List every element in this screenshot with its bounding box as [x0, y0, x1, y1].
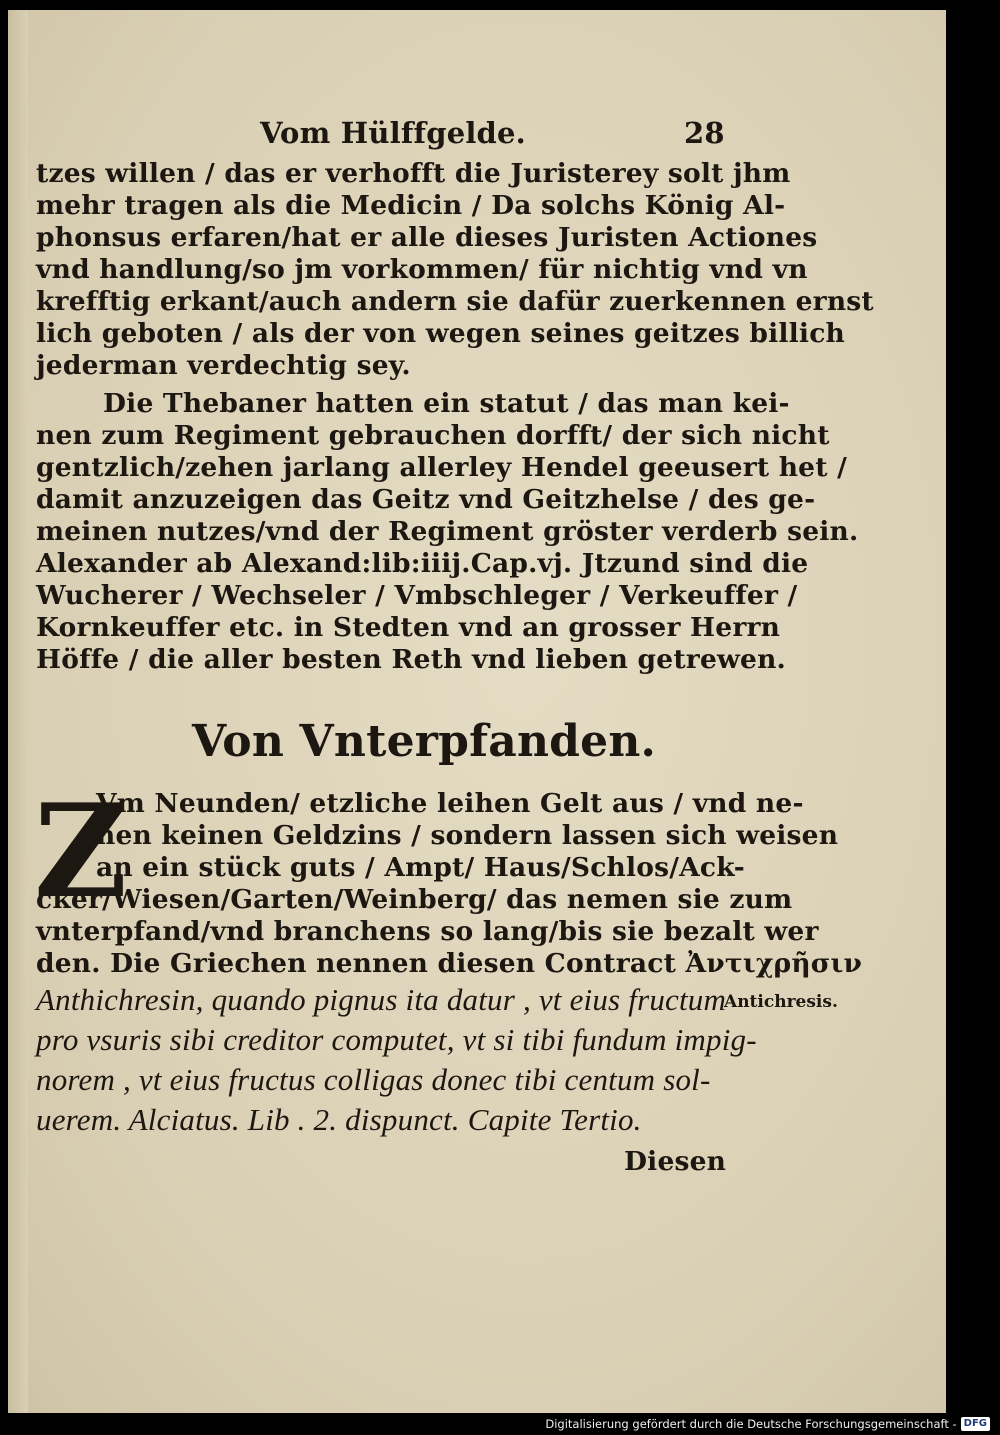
footer-credit — [545, 1417, 990, 1431]
text-line: tzes willen / das er verhofft die Juristerey solt jhm — [36, 158, 791, 189]
text-line: mehr tragen als die Medicin / Da solchs König Al- — [36, 190, 786, 221]
latin-line: pro vsuris sibi creditor computet, vt si tibi fundum impig- — [36, 1022, 757, 1057]
section-title: Von Vnterpfanden. — [192, 716, 657, 767]
text-line: Die Thebaner hatten ein statut / das man kei- — [103, 388, 790, 419]
text-line: nen keinen Geldzins / sondern lassen sich weisen — [96, 820, 839, 851]
text-line: jederman verdechtig sey. — [36, 350, 411, 381]
dfg-logo-icon: DFG — [961, 1417, 990, 1431]
text-line: vnd handlung/so jm vorkommen/ für nichtig vnd vn — [36, 254, 808, 285]
page-number: 28 — [684, 116, 725, 150]
text-line: krefftig erkant/auch andern sie dafür zuerkennen ernst — [36, 286, 874, 317]
text-line: Höffe / die aller besten Reth vnd lieben getrewen. — [36, 644, 786, 675]
latin-line: norem , vt eius fructus colligas donec tibi centum sol- — [36, 1062, 711, 1097]
text-line: an ein stück guts / Ampt/ Haus/Schlos/Ack- — [96, 852, 745, 883]
latin-line: uerem. Alciatus. Lib . 2. dispunct. Capite Tertio. — [36, 1102, 642, 1137]
footer-text: Digitalisierung gefördert durch die Deutsche Forschungsgemeinschaft - — [545, 1417, 957, 1431]
catchword: Diesen — [624, 1146, 727, 1177]
page-gutter — [8, 10, 28, 1413]
text-line: nen zum Regiment gebrauchen dorfft/ der sich nicht — [36, 420, 830, 451]
running-head-title: Vom Hülffgelde. — [260, 116, 526, 150]
text-line: gentzlich/zehen jarlang allerley Hendel geeusert het / — [36, 452, 847, 483]
text-line: vnterpfand/vnd branchens so lang/bis sie bezalt wer — [36, 916, 819, 947]
text-line: phonsus erfaren/hat er alle dieses Juristen Actiones — [36, 222, 818, 253]
margin-note: Antichresis. — [724, 992, 838, 1012]
text-line: Kornkeuffer etc. in Stedten vnd an grosser Herrn — [36, 612, 781, 643]
text-line: cker/Wiesen/Garten/Weinberg/ das nemen sie zum — [36, 884, 793, 915]
text-line: den. Die Griechen nennen diesen Contract Ἀντιχρῆσιν — [36, 948, 863, 979]
book-page — [8, 10, 946, 1413]
text-line: lich geboten / als der von wegen seines geitzes billich — [36, 318, 846, 349]
text-line: Vm Neunden/ etzliche leihen Gelt aus / vnd ne- — [96, 788, 804, 819]
text-line: Alexander ab Alexand:lib:iiij.Cap.vj. Jtzund sind die — [36, 548, 809, 579]
latin-line: Anthichresin, quando pignus ita datur , vt eius fructum — [36, 982, 727, 1017]
text-line: meinen nutzes/vnd der Regiment gröster verderb sein. — [36, 516, 859, 547]
text-line: damit anzuzeigen das Geitz vnd Geitzhelse / des ge- — [36, 484, 816, 515]
text-line: Wucherer / Wechseler / Vmbschleger / Verkeuffer / — [36, 580, 798, 611]
drop-cap-initial: Z — [34, 777, 128, 927]
